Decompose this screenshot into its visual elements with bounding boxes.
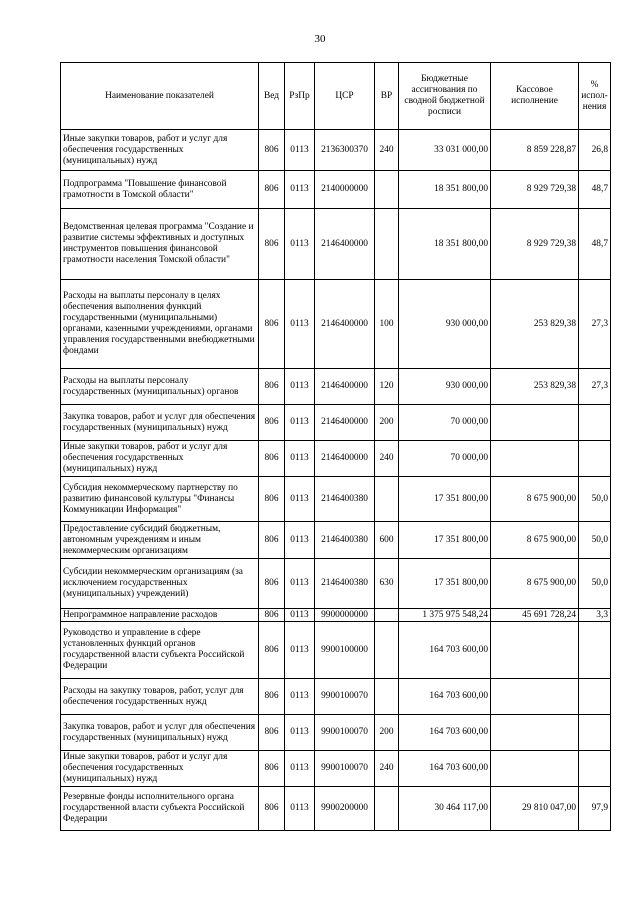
cell-name: Резервные фонды исполнительного органа государственной власти субъекта Российской Федерации — [61, 787, 259, 831]
cell-cash — [491, 679, 579, 715]
cell-rzpr: 0113 — [285, 559, 315, 609]
cell-ved: 806 — [259, 609, 285, 622]
cell-ved: 806 — [259, 751, 285, 787]
cell-name: Субсидия некоммерческому партнерству по развитию финансовой культуры "Финансы Коммуникации Информация" — [61, 477, 259, 522]
cell-rzpr: 0113 — [285, 130, 315, 171]
cell-csr: 2140000000 — [315, 171, 375, 209]
table-row — [61, 477, 611, 522]
cell-csr: 2146400000 — [315, 280, 375, 369]
cell-csr: 2146400000 — [315, 369, 375, 405]
cell-vr: 240 — [375, 130, 399, 171]
table-row — [61, 405, 611, 441]
cell-assigned: 33 031 000,00 — [399, 130, 491, 171]
table-row — [61, 622, 611, 679]
cell-ved: 806 — [259, 280, 285, 369]
cell-ved: 806 — [259, 171, 285, 209]
cell-csr: 9900100070 — [315, 751, 375, 787]
cell-csr: 9900100070 — [315, 679, 375, 715]
cell-pct: 27,3 — [579, 280, 611, 369]
cell-assigned: 17 351 800,00 — [399, 522, 491, 559]
header-csr: ЦСР — [315, 63, 375, 130]
table-row — [61, 280, 611, 369]
cell-rzpr: 0113 — [285, 751, 315, 787]
cell-rzpr: 0113 — [285, 787, 315, 831]
cell-csr: 2146400000 — [315, 441, 375, 477]
cell-name: Расходы на выплаты персоналу государственных (муниципальных) органов — [61, 369, 259, 405]
cell-ved: 806 — [259, 405, 285, 441]
cell-cash: 253 829,38 — [491, 280, 579, 369]
table-row — [61, 679, 611, 715]
cell-assigned: 930 000,00 — [399, 280, 491, 369]
cell-vr — [375, 209, 399, 280]
header-name: Наименование показателей — [61, 63, 259, 130]
cell-csr: 9900100000 — [315, 622, 375, 679]
cell-rzpr: 0113 — [285, 369, 315, 405]
table-header-row — [61, 63, 611, 130]
cell-assigned: 18 351 800,00 — [399, 209, 491, 280]
header-ved: Вед — [259, 63, 285, 130]
cell-cash — [491, 715, 579, 751]
cell-pct: 50,0 — [579, 477, 611, 522]
cell-pct: 27,3 — [579, 369, 611, 405]
cell-vr: 200 — [375, 715, 399, 751]
cell-pct — [579, 715, 611, 751]
header-cash: Кассовое исполнение — [491, 63, 579, 130]
cell-cash: 45 691 728,24 — [491, 609, 579, 622]
cell-name: Закупка товаров, работ и услуг для обеспечения государственных (муниципальных) нужд — [61, 405, 259, 441]
cell-pct — [579, 405, 611, 441]
cell-pct: 3,3 — [579, 609, 611, 622]
budget-table — [60, 62, 611, 831]
header-pct: % испол-нения — [579, 63, 611, 130]
cell-pct: 48,7 — [579, 209, 611, 280]
cell-csr: 9900200000 — [315, 787, 375, 831]
cell-cash — [491, 622, 579, 679]
cell-vr — [375, 171, 399, 209]
cell-pct: 48,7 — [579, 171, 611, 209]
cell-name: Закупка товаров, работ и услуг для обеспечения государственных (муниципальных) нужд — [61, 715, 259, 751]
cell-rzpr: 0113 — [285, 441, 315, 477]
cell-assigned: 164 703 600,00 — [399, 622, 491, 679]
cell-cash: 8 675 900,00 — [491, 522, 579, 559]
cell-name: Расходы на выплаты персоналу в целях обеспечения выполнения функций государственными (муниципальными) органами, казенными учреждениями, органами управления государственными внебюджетными фондами — [61, 280, 259, 369]
table-row — [61, 441, 611, 477]
cell-assigned: 164 703 600,00 — [399, 679, 491, 715]
cell-rzpr: 0113 — [285, 280, 315, 369]
cell-rzpr: 0113 — [285, 522, 315, 559]
cell-pct — [579, 622, 611, 679]
cell-csr: 9900100070 — [315, 715, 375, 751]
cell-csr: 2146400380 — [315, 559, 375, 609]
header-vr: ВР — [375, 63, 399, 130]
cell-vr: 100 — [375, 280, 399, 369]
cell-assigned: 164 703 600,00 — [399, 751, 491, 787]
cell-csr: 2146400000 — [315, 405, 375, 441]
cell-pct — [579, 441, 611, 477]
cell-assigned: 164 703 600,00 — [399, 715, 491, 751]
cell-ved: 806 — [259, 477, 285, 522]
cell-name: Иные закупки товаров, работ и услуг для обеспечения государственных (муниципальных) нужд — [61, 441, 259, 477]
header-assigned: Бюджетные ассигнования по сводной бюджетной росписи — [399, 63, 491, 130]
cell-assigned: 30 464 117,00 — [399, 787, 491, 831]
cell-pct: 26,8 — [579, 130, 611, 171]
cell-cash: 8 929 729,38 — [491, 171, 579, 209]
cell-pct — [579, 751, 611, 787]
cell-vr: 630 — [375, 559, 399, 609]
cell-cash — [491, 751, 579, 787]
cell-rzpr: 0113 — [285, 209, 315, 280]
table-row — [61, 609, 611, 622]
cell-rzpr: 0113 — [285, 477, 315, 522]
cell-name: Руководство и управление в сфере установленных функций органов государственной власти субъекта Российской Федерации — [61, 622, 259, 679]
cell-ved: 806 — [259, 209, 285, 280]
cell-ved: 806 — [259, 522, 285, 559]
cell-csr: 9900000000 — [315, 609, 375, 622]
cell-assigned: 17 351 800,00 — [399, 477, 491, 522]
cell-csr: 2146400380 — [315, 522, 375, 559]
cell-pct — [579, 679, 611, 715]
table-row — [61, 130, 611, 171]
cell-pct: 50,0 — [579, 559, 611, 609]
table-row — [61, 715, 611, 751]
cell-vr — [375, 622, 399, 679]
cell-rzpr: 0113 — [285, 405, 315, 441]
cell-csr: 2146400000 — [315, 209, 375, 280]
cell-assigned: 17 351 800,00 — [399, 559, 491, 609]
cell-ved: 806 — [259, 441, 285, 477]
cell-rzpr: 0113 — [285, 622, 315, 679]
cell-pct: 50,0 — [579, 522, 611, 559]
cell-vr — [375, 787, 399, 831]
cell-ved: 806 — [259, 369, 285, 405]
cell-rzpr: 0113 — [285, 715, 315, 751]
cell-assigned: 1 375 975 548,24 — [399, 609, 491, 622]
table-body — [61, 130, 611, 831]
cell-cash: 29 810 047,00 — [491, 787, 579, 831]
cell-cash — [491, 441, 579, 477]
cell-vr: 240 — [375, 441, 399, 477]
cell-vr: 600 — [375, 522, 399, 559]
cell-vr — [375, 609, 399, 622]
cell-cash — [491, 405, 579, 441]
cell-name: Субсидии некоммерческим организациям (за исключением государственных (муниципальных) учреждений) — [61, 559, 259, 609]
cell-ved: 806 — [259, 787, 285, 831]
cell-name: Иные закупки товаров, работ и услуг для обеспечения государственных (муниципальных) нужд — [61, 130, 259, 171]
cell-assigned: 18 351 800,00 — [399, 171, 491, 209]
cell-vr: 120 — [375, 369, 399, 405]
cell-vr: 240 — [375, 751, 399, 787]
table-row — [61, 787, 611, 831]
cell-assigned: 70 000,00 — [399, 441, 491, 477]
cell-name: Расходы на закупку товаров, работ, услуг для обеспечения государственных нужд — [61, 679, 259, 715]
cell-ved: 806 — [259, 679, 285, 715]
cell-cash: 8 675 900,00 — [491, 559, 579, 609]
cell-ved: 806 — [259, 559, 285, 609]
cell-name: Предоставление субсидий бюджетным, автономным учреждениям и иным некоммерческим организациям — [61, 522, 259, 559]
cell-ved: 806 — [259, 130, 285, 171]
cell-ved: 806 — [259, 622, 285, 679]
table-row — [61, 751, 611, 787]
table-row — [61, 369, 611, 405]
page-number: 30 — [314, 33, 326, 45]
cell-pct: 97,9 — [579, 787, 611, 831]
cell-cash: 8 675 900,00 — [491, 477, 579, 522]
cell-assigned: 70 000,00 — [399, 405, 491, 441]
cell-cash: 8 859 228,87 — [491, 130, 579, 171]
cell-csr: 2146400380 — [315, 477, 375, 522]
cell-cash: 8 929 729,38 — [491, 209, 579, 280]
cell-cash: 253 829,38 — [491, 369, 579, 405]
cell-rzpr: 0113 — [285, 609, 315, 622]
cell-rzpr: 0113 — [285, 679, 315, 715]
cell-vr — [375, 679, 399, 715]
table-row — [61, 171, 611, 209]
cell-csr: 2136300370 — [315, 130, 375, 171]
cell-assigned: 930 000,00 — [399, 369, 491, 405]
table-row — [61, 559, 611, 609]
cell-name: Подпрограмма "Повышение финансовой грамотности в Томской области" — [61, 171, 259, 209]
table-row — [61, 209, 611, 280]
cell-vr: 200 — [375, 405, 399, 441]
cell-name: Непрограммное направление расходов — [61, 609, 259, 622]
cell-rzpr: 0113 — [285, 171, 315, 209]
cell-name: Ведомственная целевая программа "Создание и развитие системы эффективных и доступных инструментов повышения финансовой грамотности населения Томской области" — [61, 209, 259, 280]
table-row — [61, 522, 611, 559]
cell-name: Иные закупки товаров, работ и услуг для обеспечения государственных (муниципальных) нужд — [61, 751, 259, 787]
cell-vr — [375, 477, 399, 522]
header-rzpr: РзПр — [285, 63, 315, 130]
cell-ved: 806 — [259, 715, 285, 751]
